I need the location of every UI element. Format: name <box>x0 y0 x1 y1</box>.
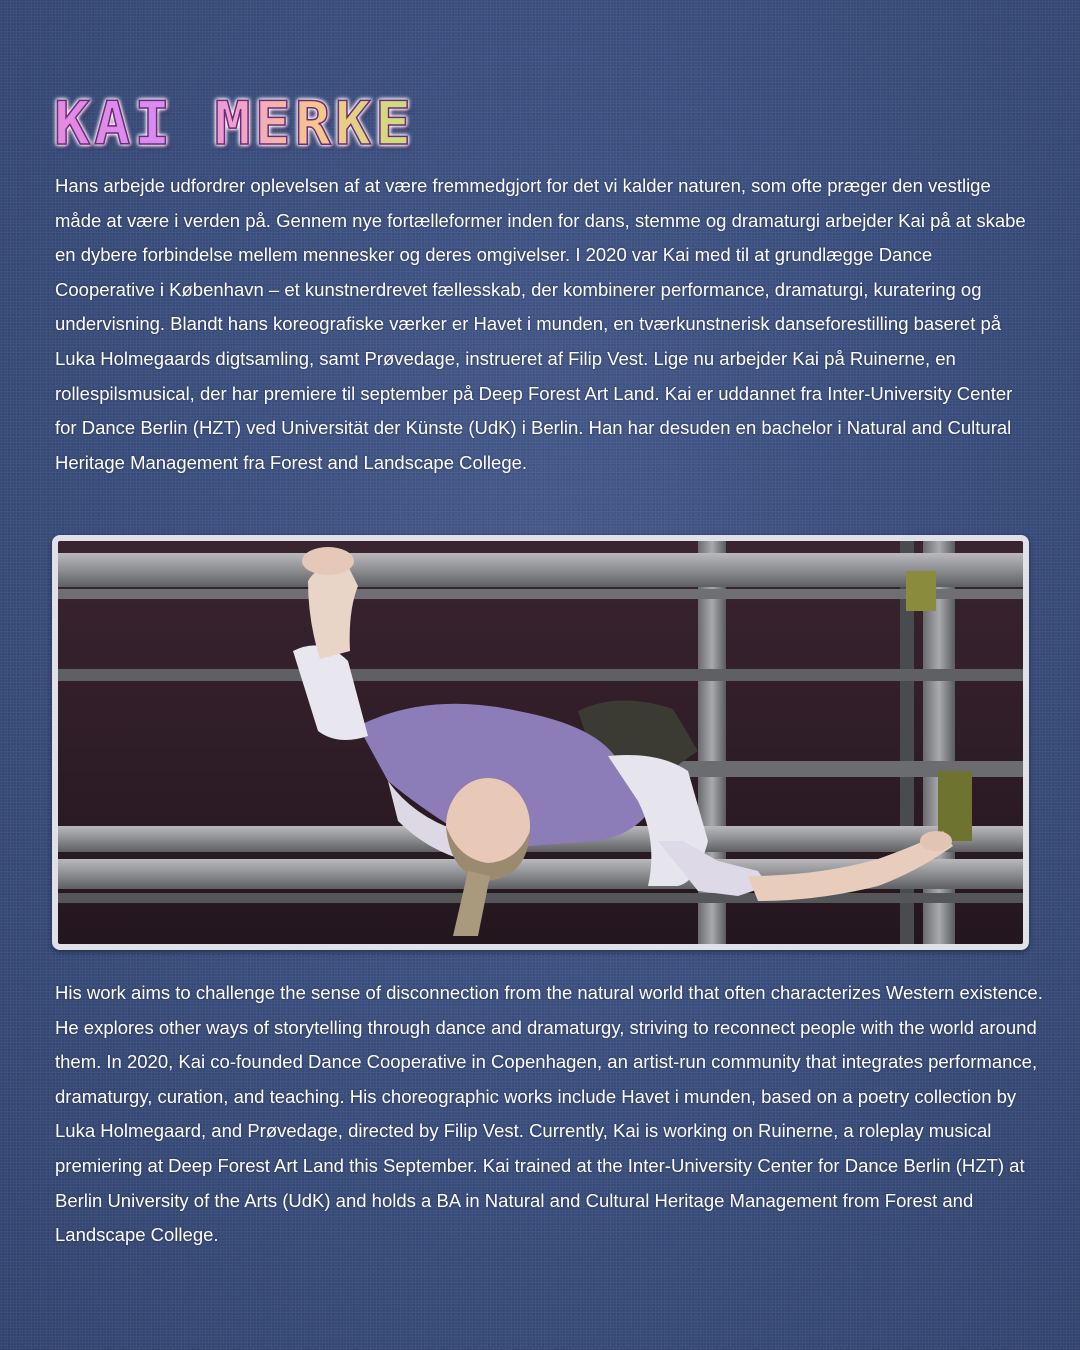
bio-paragraph-danish: Hans arbejde udfordrer oplevelsen af at være fremmedgjort for det vi kalder naturen, som ofte præger den vestlige måde at være i verden på. Gennem nye fortælleformer inden for dans, stemme og dramaturgi arbejder Kai på at skabe en dybere forbindelse mellem mennesker og deres omgivelser. I 2020 var Kai med til at grundlægge Dance Cooperative i København – et kunstnerdrevet fællesskab, der kombinerer performance, dramaturgi, kuratering og undervisning. Blandt hans koreografiske værker er Havet i munden, en tværkunstnerisk danseforestilling baseret på Luka Holmegaards digtsamling, samt Prøvedage, instrueret af Filip Vest. Lige nu arbejder Kai på Ruinerne, en rollespilsmusical, der har premiere til september på Deep Forest Art Land. Kai er uddannet fra Inter-University Center for Dance Berlin (HZT) ved Universität der Künste (UdK) i Berlin. Han har desuden en bachelor i Natural and Cultural Heritage Management fra Forest and Landscape College. <box>55 175 1026 473</box>
performance-photo <box>52 535 1029 950</box>
page-title: KAI MERKE <box>54 84 415 164</box>
bio-paragraph-english: His work aims to challenge the sense of disconnection from the natural world that often characterizes Western existence. He explores other ways of storytelling through dance and dramaturgy, striving to reconnect people with the world around them. In 2020, Kai co-founded Dance Cooperative in Copenhagen, an artist-run community that integrates performance, dramaturgy, curation, and teaching. His choreographic works include Havet i munden, based on a poetry collection by Luka Holmegaard, and Prøvedage, directed by Filip Vest. Currently, Kai is working on Ruinerne, a roleplay musical premiering at Deep Forest Art Land this September. Kai trained at the Inter-University Center for Dance Berlin (HZT) at Berlin University of the Arts (UdK) and holds a BA in Natural and Cultural Heritage Management from Forest and Landscape College. <box>55 982 1043 1246</box>
dancer-on-scaffolding-photo <box>58 541 1023 944</box>
